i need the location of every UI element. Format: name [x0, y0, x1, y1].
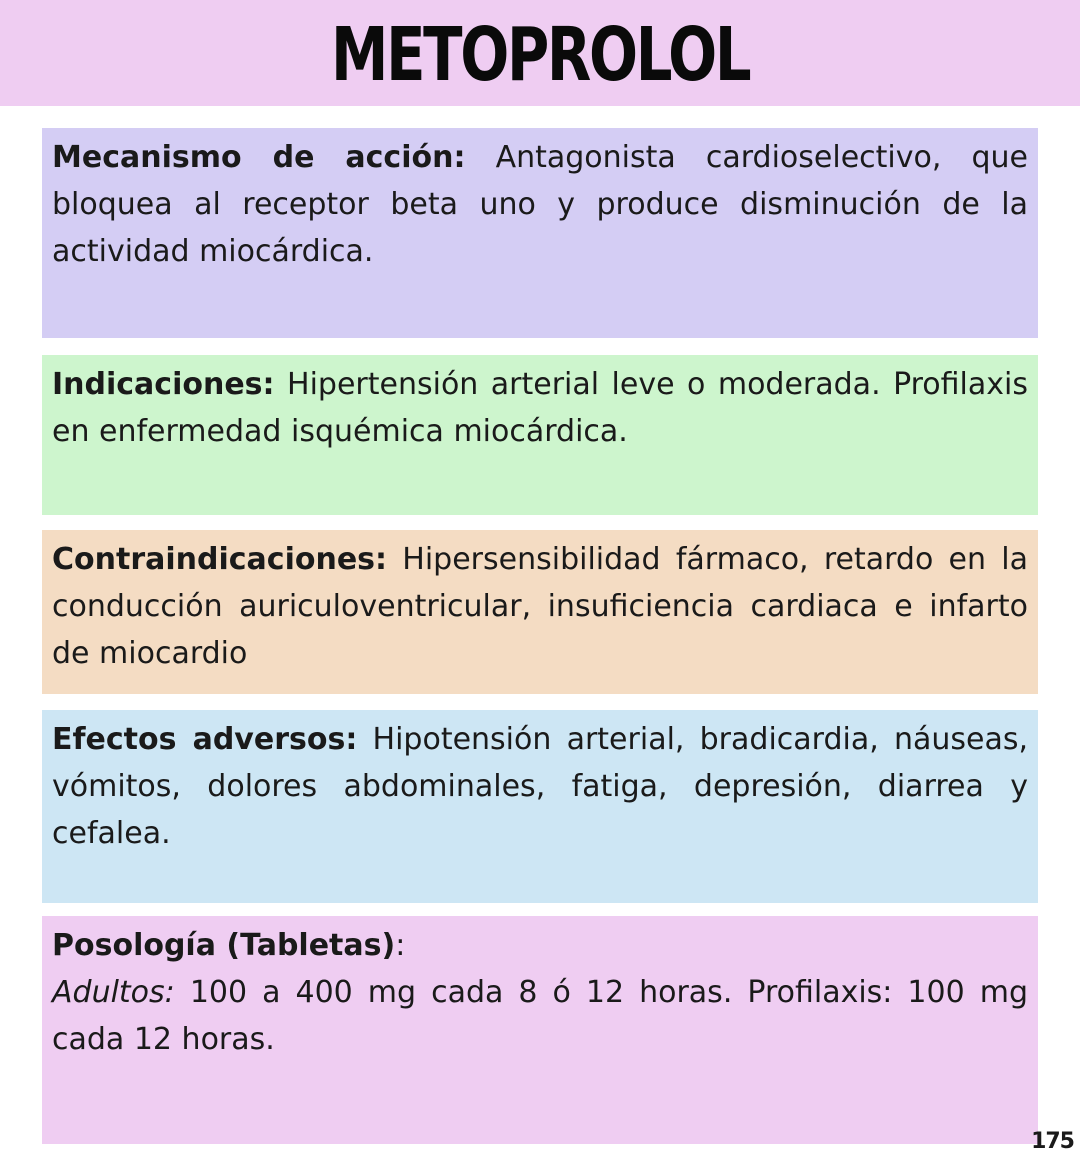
- section-indicaciones: [42, 355, 1038, 515]
- section-text: Hipotensión arterial, bradicardia, náuseas, vómitos, dolores abdominales, fatiga, depresión, diarrea y cefalea.: [52, 722, 1028, 851]
- section-label: Contraindicaciones:: [52, 542, 388, 577]
- title-bar: [0, 0, 1080, 106]
- section-label: Mecanismo de acción:: [52, 140, 466, 175]
- page-title: METOPROLOL: [330, 12, 750, 98]
- section-contraindicaciones: [42, 530, 1038, 694]
- section-label: Indicaciones:: [52, 367, 275, 402]
- section-text: Antagonista cardioselectivo, que bloquea al receptor beta uno y produce disminución de la actividad miocárdica.: [52, 140, 1028, 269]
- page-number: 175: [1031, 1129, 1074, 1154]
- section-efectos-adversos: [42, 710, 1038, 903]
- label-colon: :: [395, 928, 406, 963]
- section-posologia: [42, 916, 1038, 1144]
- adultos-label: Adultos:: [52, 975, 175, 1010]
- section-label: Efectos adversos:: [52, 722, 358, 757]
- section-text: Hipertensión arterial leve o moderada. Profilaxis en enfermedad isquémica miocárdica.: [52, 367, 1028, 449]
- section-label: Posología (Tabletas): [52, 928, 396, 963]
- adultos-text: 100 a 400 mg cada 8 ó 12 horas. Profilaxis: 100 mg cada 12 horas.: [52, 975, 1028, 1057]
- section-text: Hipersensibilidad fármaco, retardo en la conducción auriculoventricular, insuficiencia cardiaca e infarto de miocardio: [52, 542, 1028, 671]
- section-mecanismo: [42, 128, 1038, 338]
